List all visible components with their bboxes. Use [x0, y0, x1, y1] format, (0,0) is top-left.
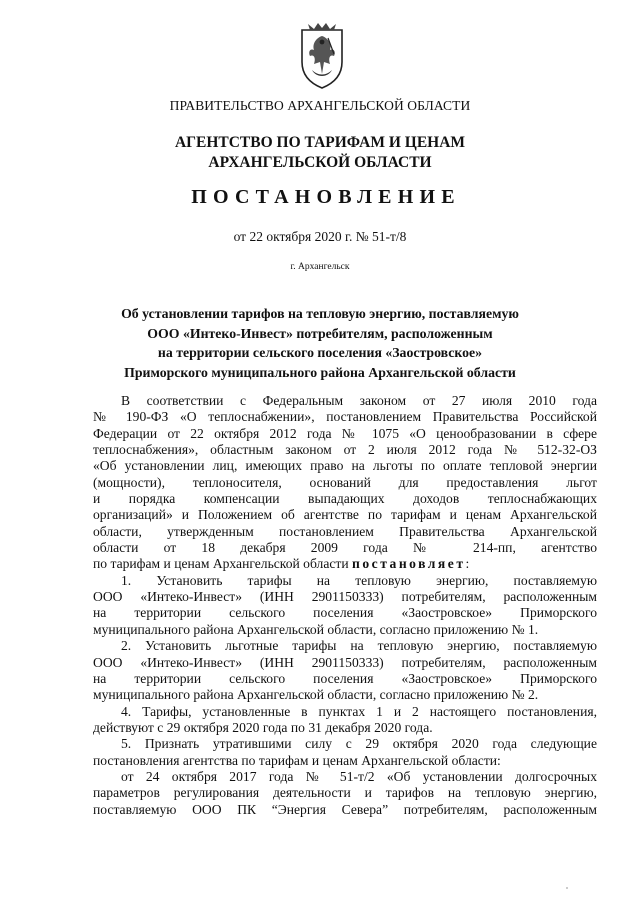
agency-name-line1: АГЕНТСТВО ПО ТАРИФАМ И ЦЕНАМ — [174, 134, 466, 151]
body-line: организаций» и Положением об агентстве по тарифам и ценам Архангельской — [93, 507, 597, 523]
body-line: 1. Установить тарифы на тепловую энергию, поставляемую — [121, 572, 597, 588]
body-line: и порядка компенсации выпадающих доходов теплоснабжающих — [93, 491, 597, 507]
body-line: 2. Установить льготные тарифы на тепловую энергию, поставляемую — [121, 638, 597, 654]
document-subject — [0, 304, 640, 382]
body-line: № 190-ФЗ «О теплоснабжении», постановлением Правительства Российской — [93, 409, 597, 425]
body-line: от 24 октября 2017 года № 51-т/2 «Об установлении долгосрочных — [121, 768, 597, 784]
body-line: постановления агентства по тарифам и ценам Архангельской области: — [93, 752, 501, 768]
document-body — [93, 393, 597, 818]
body-line: поставляемую ООО ПК “Энергия Севера” потребителям, расположенным — [93, 801, 597, 817]
city-name: г. Архангельск — [290, 262, 350, 272]
body-line: «Об установлении лиц, имеющих право на льготы по оплате тепловой энергии — [93, 458, 597, 474]
body-line: действуют с 29 октября 2020 года по 31 декабря 2020 года. — [93, 719, 433, 735]
body-text-fragment: по тарифам и ценам Архангельской области — [93, 556, 349, 572]
body-line: области, утвержденным постановлением Правительства Архангельской — [93, 523, 597, 539]
body-line: муниципального района Архангельской области, согласно приложению № 2. — [93, 687, 539, 703]
government-name: ПРАВИТЕЛЬСТВО АРХАНГЕЛЬСКОЙ ОБЛАСТИ — [169, 98, 471, 113]
body-line — [93, 556, 597, 572]
colon: : — [465, 556, 470, 572]
body-line: теплоснабжения», областным законом от 2 июля 2012 года № 512-32-ОЗ — [93, 442, 597, 458]
body-line: ООО «Интеко-Инвест» (ИНН 2901150333) потребителям, расположенным — [93, 654, 597, 670]
date-and-number: от 22 октября 2020 г. № 51-т/8 — [233, 229, 407, 244]
subject-line: ООО «Интеко-Инвест» потребителям, расположенным — [147, 325, 493, 341]
body-line: (мощности), теплоносителя, оснований для предоставления льгот — [93, 474, 597, 490]
subject-line: Об установлении тарифов на тепловую энергию, поставляемую — [121, 306, 519, 321]
body-line: области от 18 декабря 2009 года № 214-пп, агентство — [93, 540, 597, 556]
subject-line: на территории сельского поселения «Заостровское» — [157, 345, 483, 360]
body-line: параметров регулирования деятельности и тарифов на тепловую энергию, — [93, 785, 597, 801]
page-speck — [566, 887, 568, 889]
agency-name-line2: АРХАНГЕЛЬСКОЙ ОБЛАСТИ — [208, 154, 432, 171]
body-line: на территории сельского поселения «Заостровское» Приморского — [93, 605, 597, 621]
body-line: Федерации от 22 октября 2012 года № 1075 «О ценообразовании в сфере — [93, 425, 597, 441]
body-line: 4. Тарифы, установленные в пунктах 1 и 2 настоящего постановления, — [121, 703, 597, 719]
agency-name — [0, 133, 640, 173]
document-type-title: ПОСТАНОВЛЕНИЕ — [191, 186, 461, 208]
body-line: 5. Признать утратившими силу с 29 октября 2020 года следующие — [121, 736, 597, 752]
body-line: В соответствии с Федеральным законом от 27 июля 2010 года — [121, 393, 597, 408]
resolves-keyword: постановляет — [352, 556, 466, 572]
body-line: ООО «Интеко-Инвест» (ИНН 2901150333) потребителям, расположенным — [93, 589, 597, 605]
coat-of-arms-emblem — [298, 20, 346, 90]
body-line: муниципального района Архангельской области, согласно приложению № 1. — [93, 621, 539, 637]
body-line: на территории сельского поселения «Заостровское» Приморского — [93, 670, 597, 686]
subject-line: Приморского муниципального района Архангельской области — [124, 364, 516, 380]
